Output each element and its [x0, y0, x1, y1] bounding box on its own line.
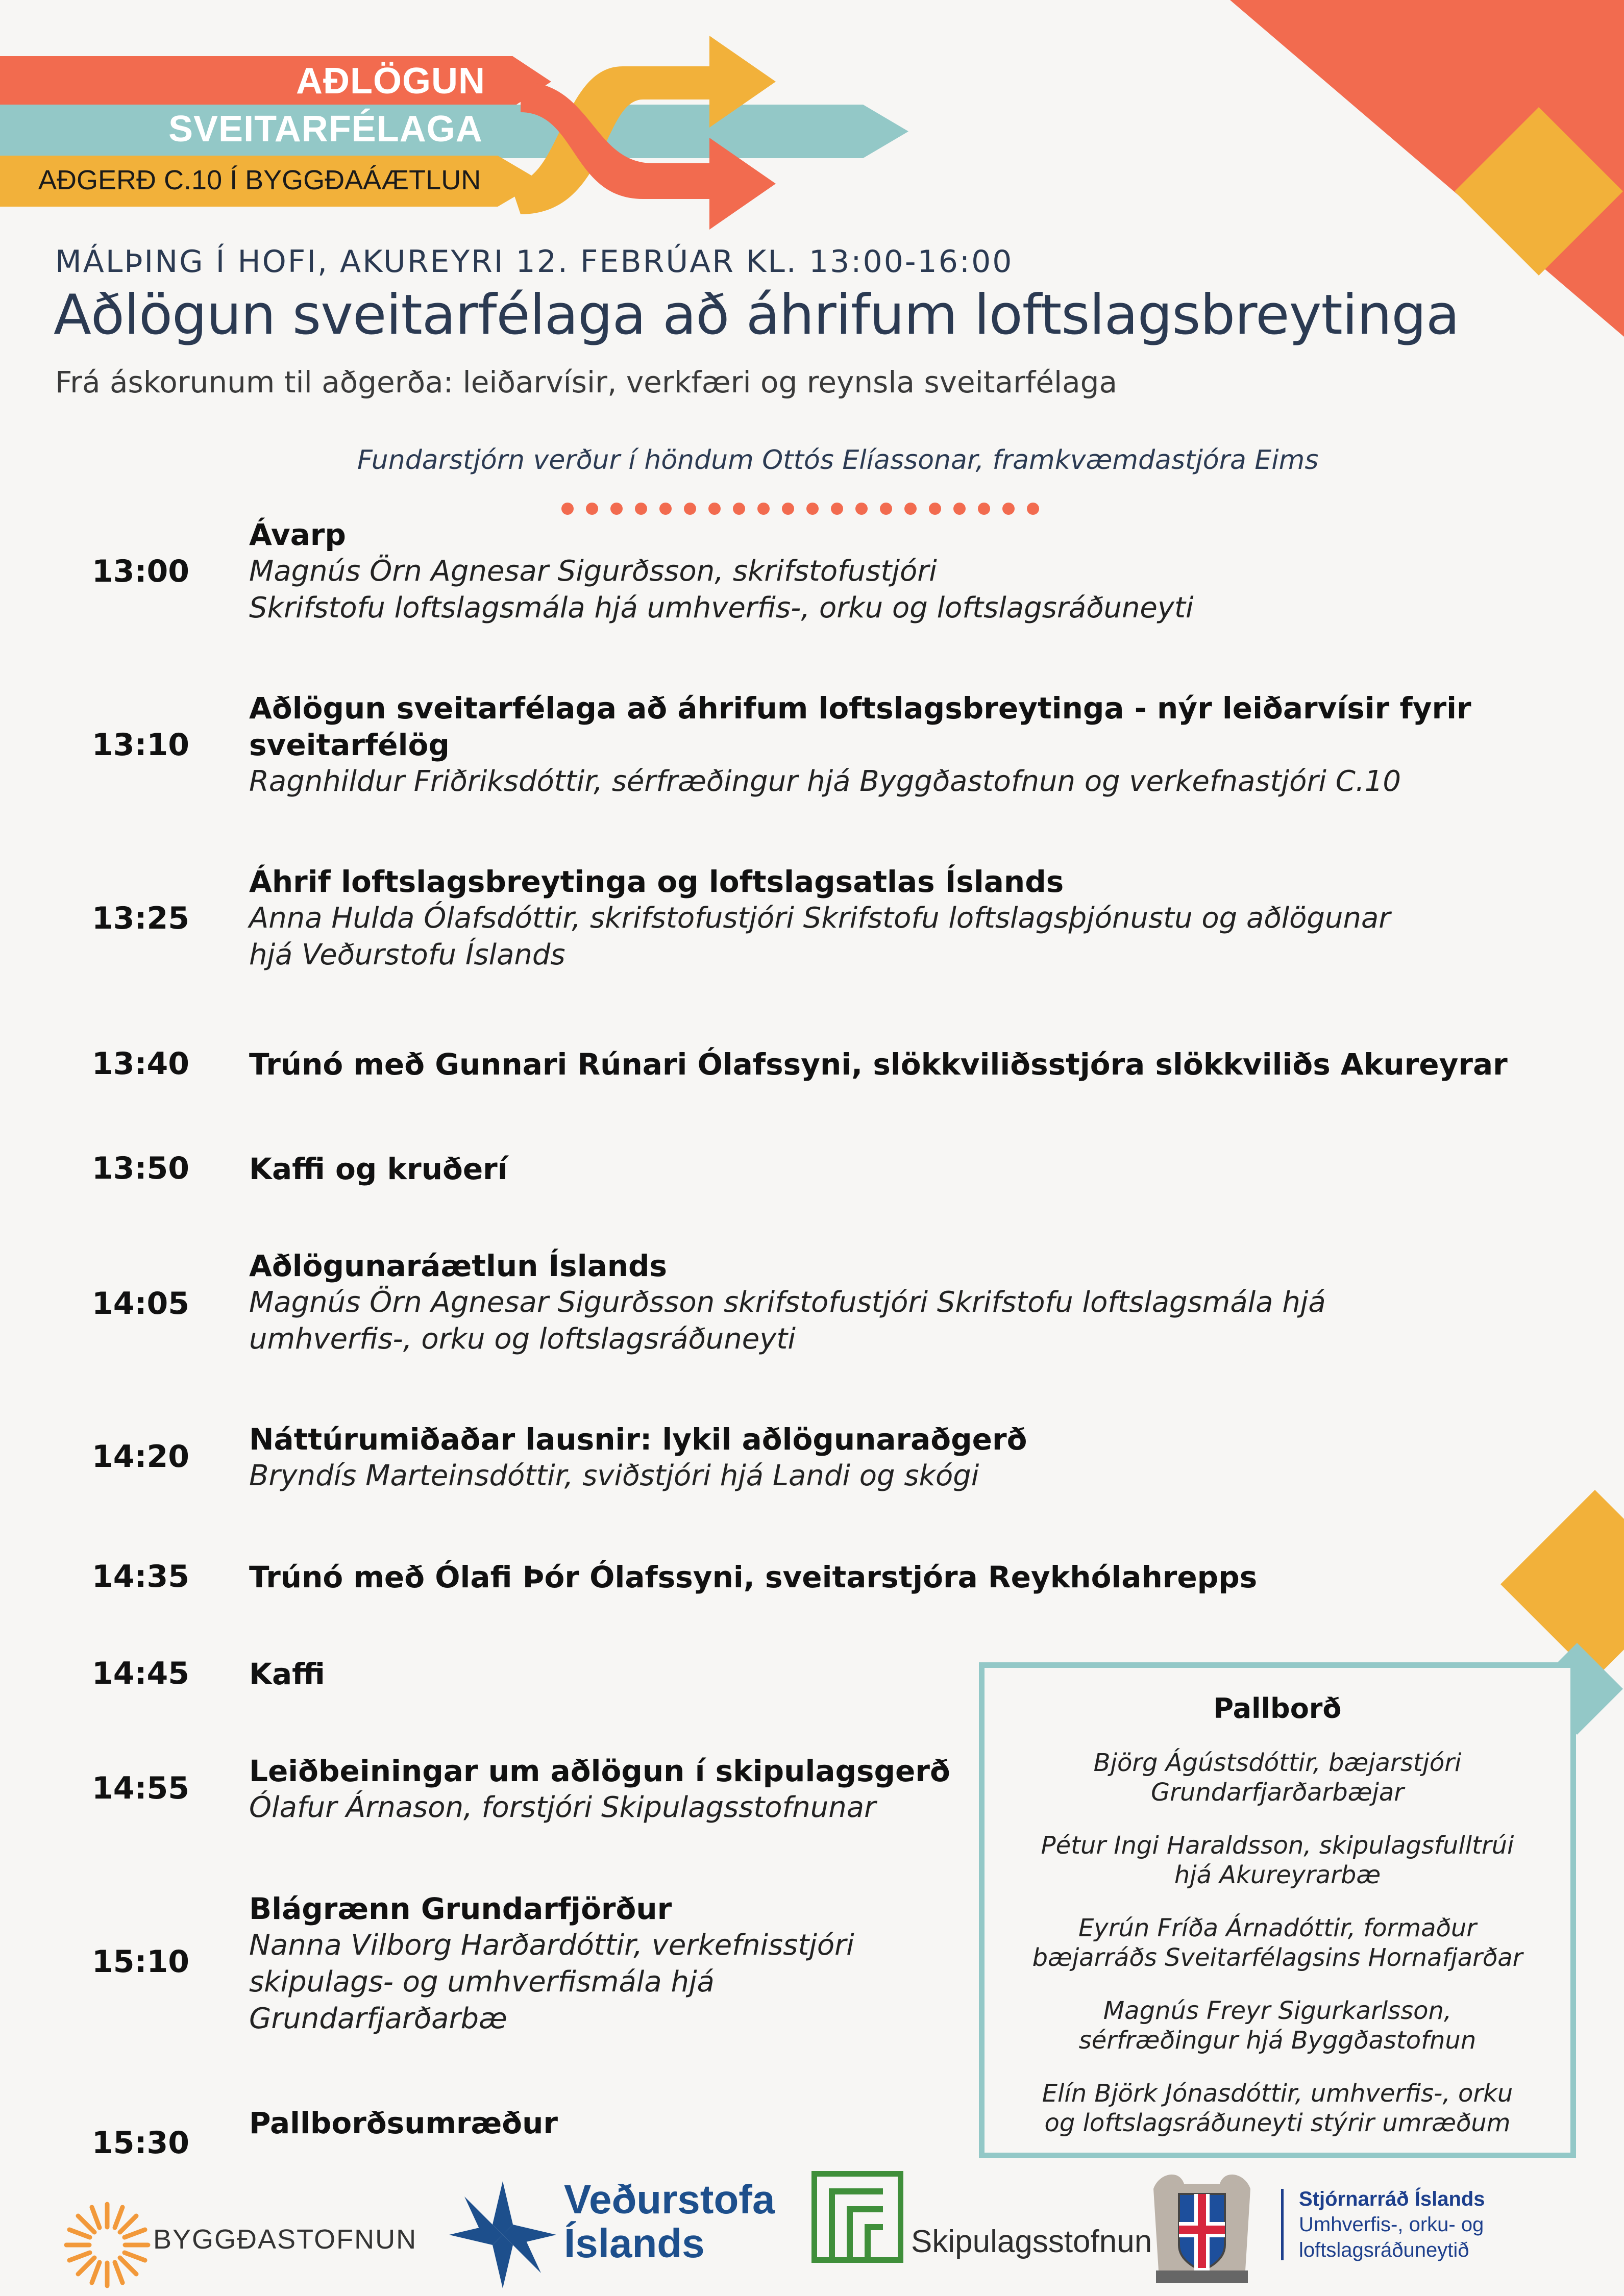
agenda-item-speaker: Magnús Örn Agnesar Sigurðsson, skrifstofustjóri	[249, 555, 937, 588]
ministry-divider	[1281, 2189, 1284, 2260]
vedurstofa-line1: Veðurstofa	[564, 2177, 775, 2222]
agenda-item-title: Pallborðsumræður	[249, 2106, 558, 2140]
panel-member	[985, 1748, 1570, 1807]
agenda-time: 15:10	[92, 1944, 189, 1980]
coat-of-arms-icon	[1143, 2168, 1261, 2291]
agenda-item-title: Aðlögunaráætlun Íslands	[249, 1249, 668, 1283]
agenda-item-title: sveitarfélög	[249, 728, 450, 762]
agenda-time: 14:55	[92, 1770, 189, 1806]
agenda-item-title: Aðlögun sveitarfélaga að áhrifum loftslagsbreytinga - nýr leiðarvísir fyrir	[249, 691, 1471, 726]
agenda-time: 13:00	[92, 554, 189, 589]
panel-member-line: Grundarfjarðarbæjar	[1150, 1778, 1404, 1807]
agenda-item-speaker: Bryndís Marteinsdóttir, sviðstjóri hjá Landi og skógi	[249, 1459, 979, 1492]
agenda-item	[249, 1421, 1535, 1494]
panel-member-line: hjá Akureyrarbæ	[1174, 1861, 1381, 1889]
panel-member	[985, 1913, 1570, 1973]
panel-member-line: bæjarráðs Sveitarfélagsins Hornafjarðar	[1032, 1943, 1523, 1972]
agenda-time: 14:45	[92, 1656, 189, 1691]
agenda-item	[249, 516, 1535, 627]
chair-note: Fundarstjórn verður í höndum Ottós Elíassonar, framkvæmdastjóra Eims	[357, 445, 1319, 476]
agenda-time: 14:35	[92, 1559, 189, 1594]
agenda-item-title: Leiðbeiningar um aðlögun í skipulagsgerð	[249, 1754, 950, 1788]
panel-member	[985, 1831, 1570, 1890]
agenda-item-speaker: Ragnhildur Friðriksdóttir, sérfræðingur hjá Byggðastofnun og verkefnastjóri C.10	[249, 765, 1401, 798]
agenda-item	[249, 2105, 964, 2141]
panel-member-line: Eyrún Fríða Árnadóttir, formaður	[1078, 1914, 1477, 1942]
agenda-item	[249, 1753, 964, 1826]
agenda-item	[249, 1247, 1535, 1358]
page-title: Aðlögun sveitarfélaga að áhrifum loftslagsbreytinga	[54, 283, 1460, 347]
agenda-item-speaker: hjá Veðurstofu Íslands	[249, 938, 565, 971]
agenda-time: 14:20	[92, 1439, 189, 1475]
agenda-item	[249, 1890, 964, 2037]
agenda-time: 13:50	[92, 1151, 189, 1186]
skipulagsstofnun-logo-text: Skipulagsstofnun	[911, 2224, 1152, 2259]
panel-member	[985, 2079, 1570, 2138]
agenda-time: 13:10	[92, 727, 189, 763]
agenda-time: 14:05	[92, 1286, 189, 1321]
agenda-item-speaker: umhverfis-, orku og loftslagsráðuneyti	[249, 1322, 796, 1356]
agenda-item-title: Áhrif loftslagsbreytinga og loftslagsatlas Íslands	[249, 864, 1064, 899]
vedurstofa-line2: Íslands	[564, 2220, 705, 2266]
ministry-line2: Umhverfis-, orku- og	[1299, 2213, 1484, 2236]
ministry-line3: loftslagsráðuneytið	[1299, 2239, 1469, 2261]
ministry-logo-text	[1299, 2186, 1485, 2263]
banner-title-line3: AÐGERÐ C.10 Í BYGGÐAÁÆTLUN	[38, 165, 481, 195]
agenda-item	[249, 1151, 1535, 1187]
byggdastofnun-logo-text: BYGGÐASTOFNUN	[153, 2224, 417, 2255]
byggdastofnun-sunburst-icon	[56, 2194, 158, 2296]
panel-member-line: sérfræðingur hjá Byggðastofnun	[1078, 2026, 1477, 2055]
agenda-item-speaker: Magnús Örn Agnesar Sigurðsson skrifstofustjóri Skrifstofu loftslagsmála hjá	[249, 1286, 1326, 1319]
agenda-item-speaker: Ólafur Árnason, forstjóri Skipulagsstofnunar	[249, 1791, 876, 1824]
agenda-item-speaker: Skrifstofu loftslagsmála hjá umhverfis-, orku og loftslagsráðuneyti	[249, 591, 1194, 625]
banner-title-line1: AÐLÖGUN	[296, 61, 485, 102]
agenda-time: 13:40	[92, 1046, 189, 1082]
agenda-item	[249, 690, 1535, 800]
dotted-divider	[561, 503, 1039, 515]
panel-member-line: Björg Ágústsdóttir, bæjarstjóri	[1093, 1749, 1462, 1777]
panel-member-line: Elín Björk Jónasdóttir, umhverfis-, orku	[1042, 2079, 1513, 2108]
panel-box	[979, 1662, 1576, 2158]
agenda-item-title: Ávarp	[249, 517, 346, 552]
event-details: MÁLÞING Í HOFI, AKUREYRI 12. FEBRÚAR KL. 13:00-16:00	[55, 244, 1014, 280]
banner-curved-arrows	[490, 15, 919, 245]
panel-member-line: Pétur Ingi Haraldsson, skipulagsfulltrúi	[1041, 1831, 1514, 1860]
agenda-item-title: Kaffi og kruðerí	[249, 1152, 508, 1186]
panel-title: Pallborð	[1213, 1692, 1342, 1725]
page-subtitle: Frá áskorunum til aðgerða: leiðarvísir, verkfæri og reynsla sveitarfélaga	[55, 365, 1118, 400]
agenda-item-title: Blágrænn Grundarfjörður	[249, 1891, 672, 1926]
agenda-item-title: Kaffi	[249, 1657, 325, 1691]
agenda-item-title: Trúnó með Gunnari Rúnari Ólafssyni, slökkviliðsstjóra slökkviliðs Akureyrar	[249, 1047, 1508, 1082]
ministry-line1: Stjórnarráð Íslands	[1299, 2188, 1485, 2210]
agenda-item-speaker: skipulags- og umhverfismála hjá	[249, 1965, 715, 1999]
agenda-item-speaker: Grundarfjarðarbæ	[249, 2002, 507, 2035]
panel-member-line: og loftslagsráðuneyti stýrir umræðum	[1044, 2109, 1511, 2137]
agenda-item-speaker: Anna Hulda Ólafsdóttir, skrifstofustjóri Skrifstofu loftslagsþjónustu og aðlögunar	[249, 902, 1391, 935]
agenda-item	[249, 863, 1535, 974]
agenda-item-title: Náttúrumiðaðar lausnir: lykil aðlögunaraðgerð	[249, 1422, 1027, 1457]
banner-title-line2: SVEITARFÉLAGA	[168, 109, 483, 149]
agenda-time: 15:30	[92, 2125, 189, 2161]
agenda-time: 13:25	[92, 901, 189, 936]
vedurstofa-icon	[444, 2176, 561, 2293]
agenda-item	[249, 1559, 1535, 1595]
agenda-item-speaker: Nanna Vilborg Harðardóttir, verkefnisstjóri	[249, 1929, 854, 1962]
agenda-item	[249, 1046, 1535, 1083]
agenda-item-title: Trúnó með Ólafi Þór Ólafssyni, sveitarstjóra Reykhólahrepps	[249, 1560, 1258, 1594]
skipulagsstofnun-icon	[811, 2171, 903, 2263]
panel-member-line: Magnús Freyr Sigurkarlsson,	[1103, 1996, 1452, 2025]
agenda-item	[249, 1656, 953, 1692]
panel-member	[985, 1996, 1570, 2055]
vedurstofa-logo-text	[564, 2178, 775, 2265]
